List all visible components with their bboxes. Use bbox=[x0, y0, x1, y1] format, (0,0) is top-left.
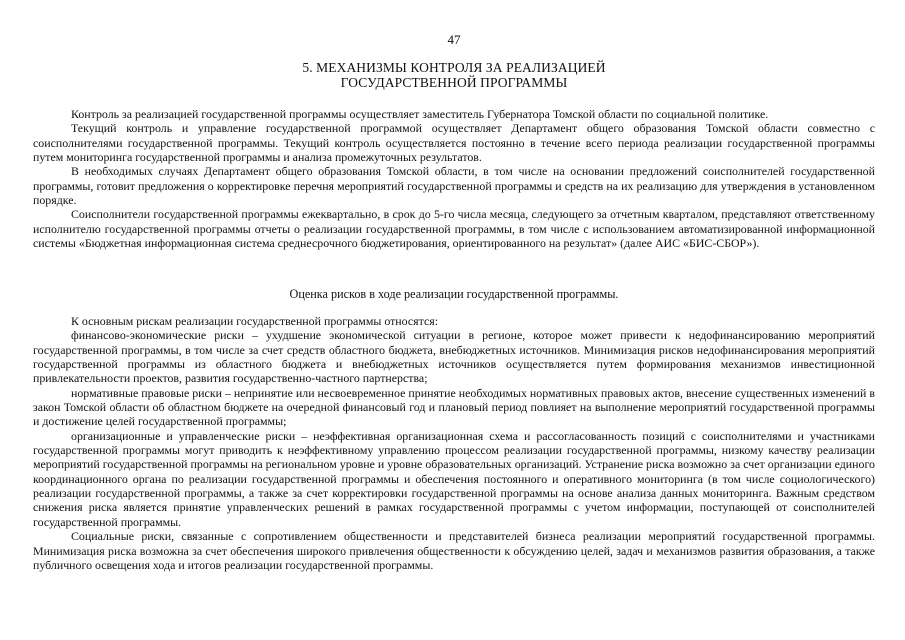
paragraph-financial-economic-risks: финансово-экономические риски – ухудшение экономической ситуации в регионе, которое может привести к недофинансированию мероприятий государственной программы, в том числе за счет средств областного бюджета, внебюджетных источников. Минимизация рисков недофинансирования мероприятий государственной программы из областного бюджета и внебюджетных источников осуществляется путем формирования механизмов инвестиционной привлекательности проектов, развития государственно-частного партнерства; bbox=[33, 328, 875, 386]
paragraph-quarterly-reports: Соисполнители государственной программы ежеквартально, в срок до 5-го числа месяца, следующего за отчетным кварталом, представляют ответственному исполнителю государственной программы отчеты о реализации государственной программы, в том числе с использованием автоматизированной информационной системы «Бюджетная информационная система среднесрочного бюджетирования, ориентированного на результат» (далее АИС «БИС-СБОР»). bbox=[33, 207, 875, 251]
risk-assessment-heading: Оценка рисков в ходе реализации государственной программы. bbox=[289, 287, 619, 301]
section-title-line-2: ГОСУДАРСТВЕННОЙ ПРОГРАММЫ bbox=[340, 74, 568, 90]
section-title bbox=[33, 61, 875, 90]
paragraph-regulatory-risks: нормативные правовые риски – непринятие или несвоевременное принятие необходимых нормативных правовых актов, внесение существенных изменений в закон Томской области об областном бюджете на очередной финансовый год и плановый период повлияет на выполнение мероприятий государственной программы и достижение целей государственной программы; bbox=[33, 385, 875, 429]
control-section-body bbox=[33, 107, 875, 250]
paragraph-current-control: Текущий контроль и управление государственной программой осуществляет Департамент общего образования Томской области совместно с соисполнителями государственной программы. Текущий контроль осуществляется постоянно в течение всего периода реализации государственной программы путем мониторинга государственной программы и анализа промежуточных результатов. bbox=[33, 121, 875, 165]
paragraph-social-risks: Социальные риски, связанные с сопротивлением общественности и представителей бизнеса реализации мероприятий государственной программы. Минимизация риска возможна за счет обеспечения широкого привлечения общественности к обсуждению целей, задач и механизмов развития образования, а также публичного освещения хода и итогов реализации государственной программы. bbox=[33, 529, 875, 572]
section-title-line-1: 5. МЕХАНИЗМЫ КОНТРОЛЯ ЗА РЕАЛИЗАЦИЕЙ bbox=[302, 60, 606, 75]
document-page bbox=[33, 0, 875, 640]
paragraph-organizational-risks: организационные и управленческие риски – неэффективная организационная схема и рассогласованность позиций с соисполнителями и участниками государственной программы могут приводить к неэффективному управлению процессом реализации государственной программы, низкому качеству реализации мероприятий государственной программы на региональном уровне и уровне образовательных организаций. Устранение риска возможно за счет организации единого координационного органа по реализации государственной программы и обеспечения постоянного и оперативного мониторинга (в том числе социологического) реализации государственной программы, а также за счет корректировки государственной программы на основе анализа данных мониторинга. Важным средством снижения риска является принятие управленческих решений в рамках государственной программы с учетом информации, поступающей от соисполнителей государственной программы. bbox=[33, 428, 875, 529]
paragraph-deputy-governor-control: Контроль за реализацией государственной программы осуществляет заместитель Губернатора Томской области по социальной политике. bbox=[71, 107, 769, 121]
paragraph-adjustment-proposals: В необходимых случаях Департамент общего образования Томской области, в том числе на основании предложений соисполнителей государственной программы, готовит предложения о корректировке перечня мероприятий государственной программы и средств на их реализацию для утверждения в установленном порядке. bbox=[33, 164, 875, 208]
risks-section-body bbox=[33, 314, 875, 572]
paragraph-risks-intro: К основным рискам реализации государственной программы относятся: bbox=[71, 314, 439, 328]
page-number: 47 bbox=[447, 32, 461, 47]
